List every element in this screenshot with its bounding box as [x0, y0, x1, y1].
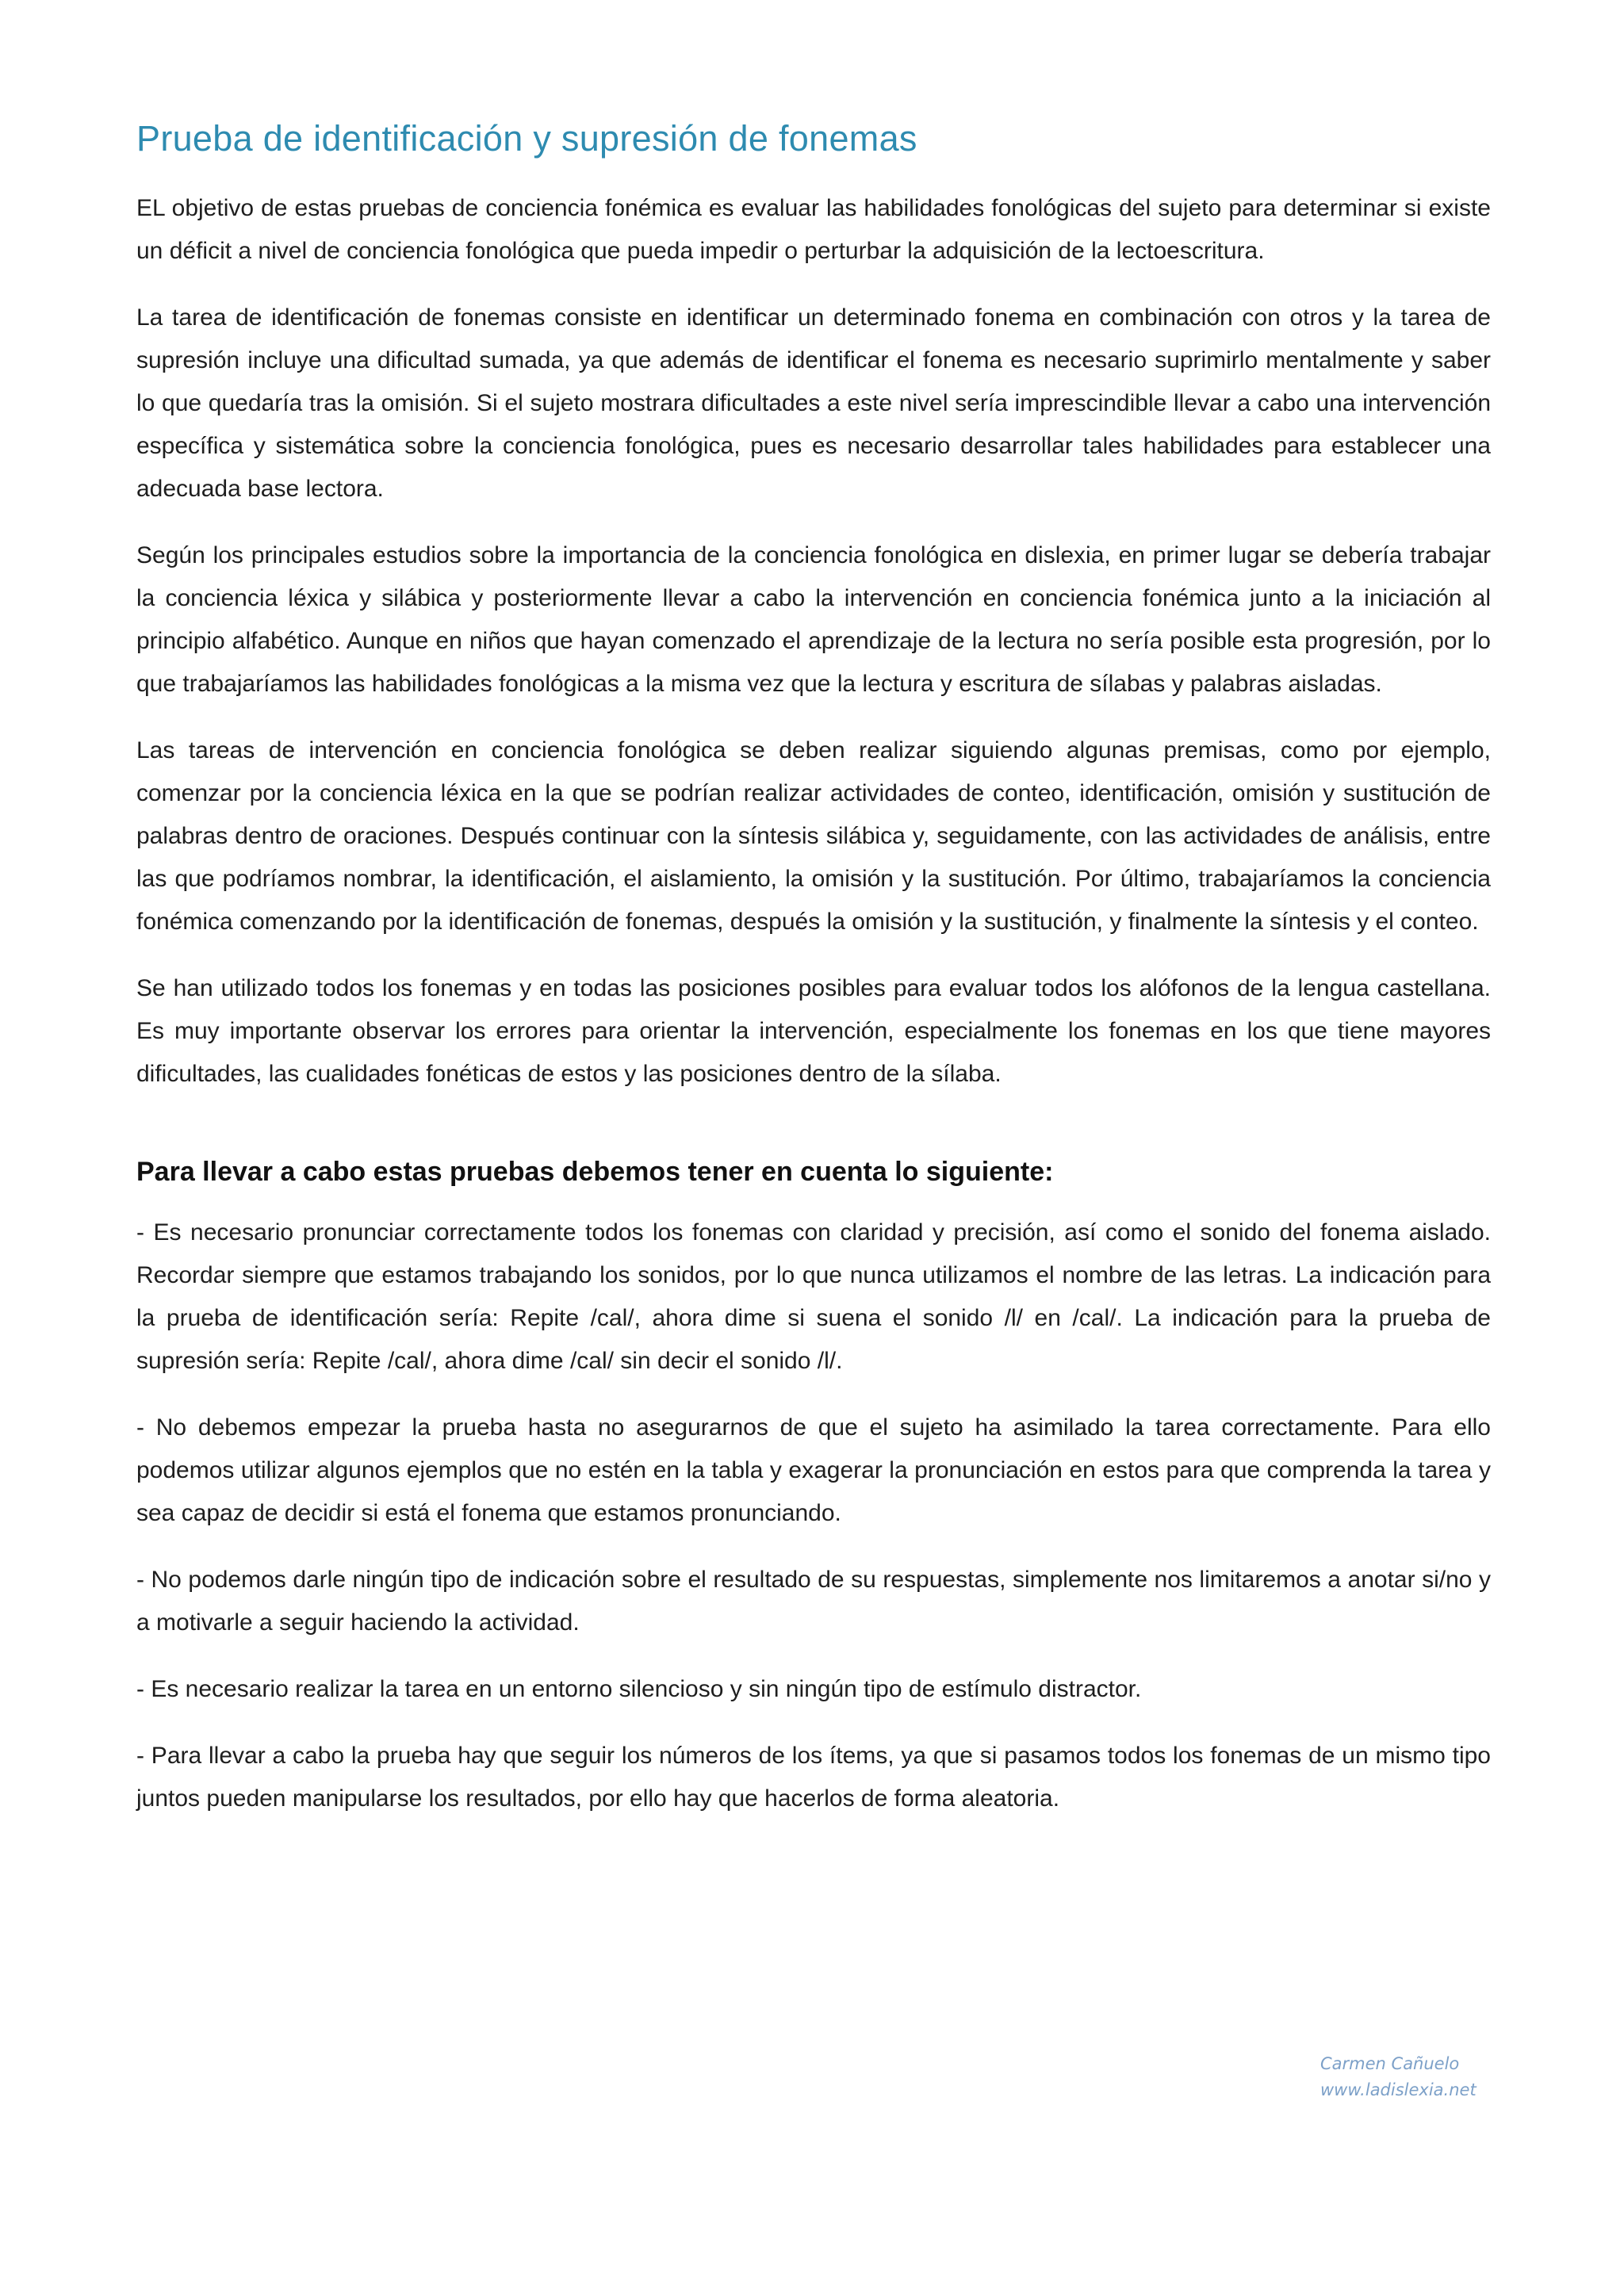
document-content: [136, 117, 1491, 1844]
signature-author: Carmen Cañuelo: [1320, 2054, 1460, 2073]
author-signature: [1320, 2051, 1477, 2103]
page-title: Prueba de identificación y supresión de fonemas: [136, 118, 917, 159]
paragraph-studies: Según los principales estudios sobre la importancia de la conciencia fonológica en dislexia, en primer lugar se debería trabajar la conciencia léxica y silábica y posteriormente llevar a cabo la intervención en conciencia fonémica junto a la iniciación al principio alfabético. Aunque en niños que hayan comenzado el aprendizaje de la lectura no sería posible esta progresión, por lo que trabajaríamos las habilidades fonológicas a la misma vez que la lectura y escritura de sílabas y palabras aisladas.: [136, 542, 1491, 697]
instruction-item-quiet-environment: - Es necesario realizar la tarea en un entorno silencioso y sin ningún tipo de estímulo distractor.: [136, 1676, 1142, 1703]
signature-website: www.ladislexia.net: [1320, 2080, 1477, 2099]
instruction-item-no-feedback: - No podemos darle ningún tipo de indicación sobre el resultado de su respuestas, simplemente nos limitaremos a anotar si/no y a motivarle a seguir haciendo la actividad.: [136, 1567, 1491, 1636]
intro-paragraph-objective: EL objetivo de estas pruebas de conciencia fonémica es evaluar las habilidades fonológicas del sujeto para determinar si existe un déficit a nivel de conciencia fonológica que pueda impedir o perturbar la adquisición de la lectoescritura.: [136, 195, 1491, 264]
instruction-item-pronunciation: - Es necesario pronunciar correctamente todos los fonemas con claridad y precisión, así como el sonido del fonema aislado. Recordar siempre que estamos trabajando los sonidos, por lo que nunca utilizamos el nombre de las letras. La indicación para la prueba de identificación sería: Repite /cal/, ahora dime si suena el sonido /l/ en /cal/. La indicación para la prueba de supresión sería: Repite /cal/, ahora dime /cal/ sin decir el sonido /l/.: [136, 1219, 1491, 1375]
instruction-item-random-order: - Para llevar a cabo la prueba hay que seguir los números de los ítems, ya que si pasamos todos los fonemas de un mismo tipo juntos pueden manipularse los resultados, por ello hay que hacerlos de forma aleatoria.: [136, 1743, 1491, 1812]
instructions-heading: Para llevar a cabo estas pruebas debemos tener en cuenta lo siguiente:: [136, 1157, 1054, 1187]
paragraph-task-description: La tarea de identificación de fonemas consiste en identificar un determinado fonema en combinación con otros y la tarea de supresión incluye una dificultad sumada, ya que además de identificar el fonema es necesario suprimirlo mentalmente y saber lo que quedaría tras la omisión. Si el sujeto mostrara dificultades a este nivel sería imprescindible llevar a cabo una intervención específica y sistemática sobre la conciencia fonológica, pues es necesario desarrollar tales habilidades para establecer una adecuada base lectora.: [136, 304, 1491, 502]
paragraph-intervention-tasks: Las tareas de intervención en conciencia fonológica se deben realizar siguiendo algunas premisas, como por ejemplo, comenzar por la conciencia léxica en la que se podrían realizar actividades de conteo, identificación, omisión y sustitución de palabras dentro de oraciones. Después continuar con la síntesis silábica y, seguidamente, con las actividades de análisis, entre las que podríamos nombrar, la identificación, el aislamiento, la omisión y la sustitución. Por último, trabajaríamos la conciencia fonémica comenzando por la identificación de fonemas, después la omisión y la sustitución, y finalmente la síntesis y el conteo.: [136, 737, 1491, 935]
paragraph-phonemes-used: Se han utilizado todos los fonemas y en todas las posiciones posibles para evaluar todos los alófonos de la lengua castellana. Es muy importante observar los errores para orientar la intervención, especialmente los fonemas en los que tiene mayores dificultades, las cualidades fonéticas de estos y las posiciones dentro de la sílaba.: [136, 975, 1491, 1087]
instruction-item-examples: - No debemos empezar la prueba hasta no asegurarnos de que el sujeto ha asimilado la tarea correctamente. Para ello podemos utilizar algunos ejemplos que no estén en la tabla y exagerar la pronunciación en estos para que comprenda la tarea y sea capaz de decidir si está el fonema que estamos pronunciando.: [136, 1414, 1491, 1527]
